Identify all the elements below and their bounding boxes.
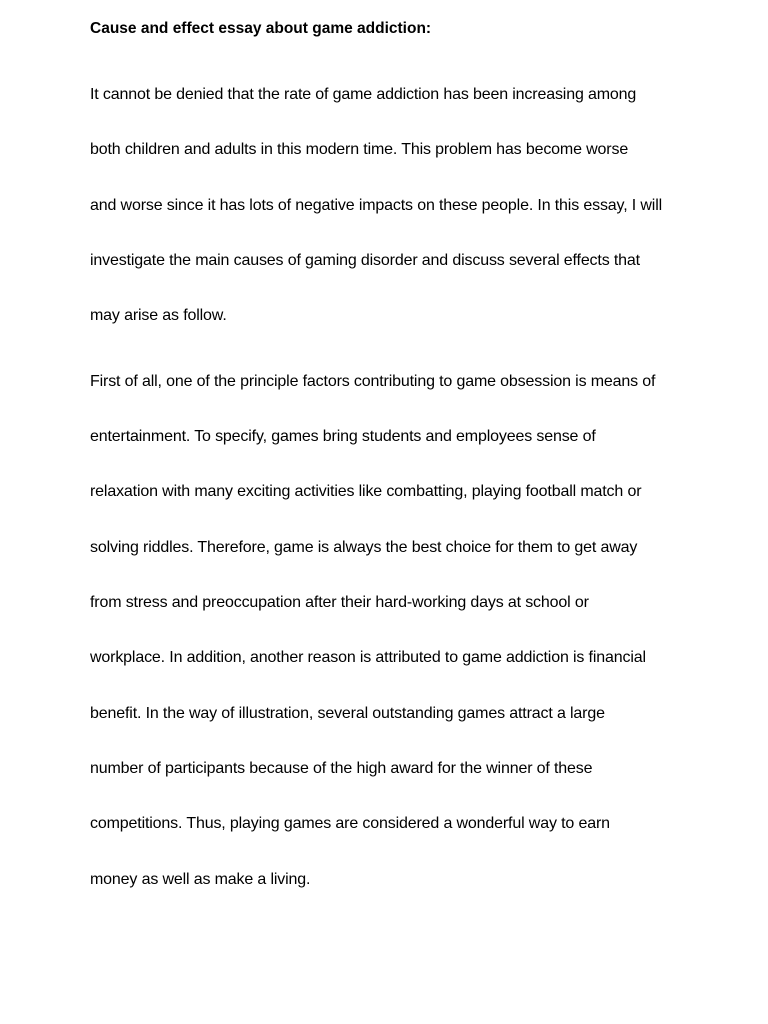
paragraph-1-line: investigate the main causes of gaming disorder and discuss several effects that [90,252,640,269]
paragraph-1-line: and worse since it has lots of negative impacts on these people. In this essay, I will [90,197,662,214]
paragraph-1-line: It cannot be denied that the rate of game addiction has been increasing among [90,86,637,103]
paragraph-2-line: workplace. In addition, another reason is attributed to game addiction is financial [90,649,646,666]
paragraph-2-line: competitions. Thus, playing games are considered a wonderful way to earn [90,815,610,832]
paragraph-2-line: money as well as make a living. [90,871,311,888]
paragraph-1-line: both children and adults in this modern time. This problem has become worse [90,141,629,158]
paragraph-2-line: entertainment. To specify, games bring students and employees sense of [90,428,596,445]
paragraph-2-line: benefit. In the way of illustration, several outstanding games attract a large [90,705,605,722]
paragraph-1-line: may arise as follow. [90,307,227,324]
paragraph-2-line: number of participants because of the high award for the winner of these [90,760,593,777]
paragraph-2-line: relaxation with many exciting activities like combatting, playing football match or [90,483,642,500]
essay-title: Cause and effect essay about game addiction: [90,20,432,37]
paragraph-2-line: from stress and preoccupation after their hard-working days at school or [90,594,589,611]
paragraph-2-line: First of all, one of the principle factors contributing to game obsession is means of [90,373,656,390]
paragraph-2-line: solving riddles. Therefore, game is always the best choice for them to get away [90,539,638,556]
